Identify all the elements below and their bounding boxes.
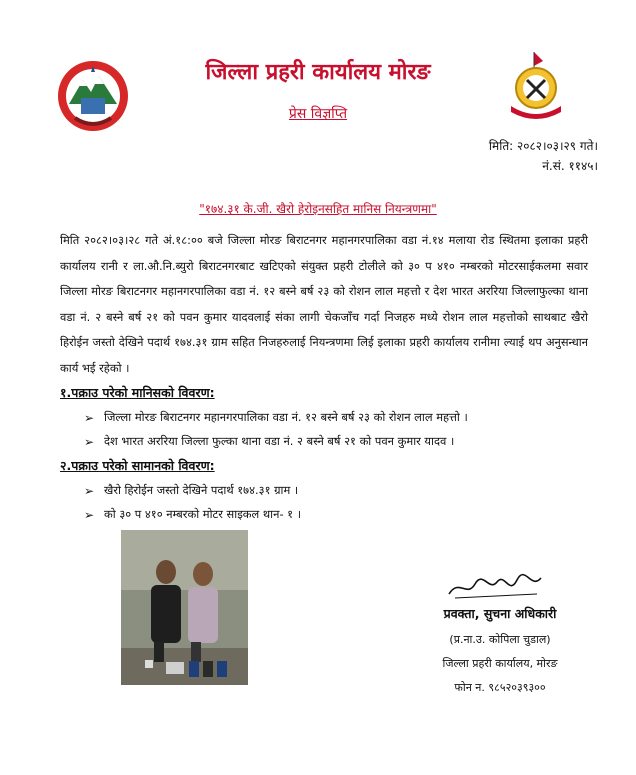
arrowhead-bullet-icon: ➢	[84, 434, 95, 449]
signatory-title: प्रवक्ता, सुचना अधिकारी	[443, 606, 557, 621]
list-item	[84, 410, 468, 425]
list-item	[84, 483, 298, 498]
section-heading-items: २.पक्राउ परेको सामानको विवरण:	[60, 458, 215, 473]
arrowhead-bullet-icon: ➢	[84, 483, 95, 498]
nepal-government-emblem	[55, 58, 131, 134]
signatory-office: जिल्ला प्रहरी कार्यालय, मोरङ	[442, 657, 558, 670]
reference-number: नं.सं. ११४५।	[542, 159, 598, 173]
news-headline: "१७४.३१ के.जी. खैरो हेरोइनसहित मानिस नियन्त्रणमा"	[199, 202, 437, 216]
signatory-name: (प्र.ना.उ. कोपिला चुडाल)	[449, 633, 551, 646]
section-heading-persons: १.पक्राउ परेको मानिसको विवरण:	[60, 385, 215, 400]
arrowhead-bullet-icon: ➢	[84, 410, 95, 425]
arrowhead-bullet-icon: ➢	[84, 507, 95, 522]
list-item-text: को ३० प ४१० नम्बरको मोटर साइकल थान- १ ।	[104, 507, 302, 521]
list-item	[84, 434, 454, 449]
list-item-text: खैरो हिरोईन जस्तो देखिने पदार्थ १७४.३१ ग्राम ।	[104, 483, 299, 497]
arrest-photo	[121, 530, 248, 685]
list-item-text: देश भारत अररिया जिल्ला फुल्का थाना वडा नं. २ बस्ने बर्ष २१ को पवन कुमार यादव ।	[104, 434, 455, 448]
list-item-text: जिल्ला मोरङ बिराटनगर महानगरपालिका वडा नं. १२ बस्ने बर्ष २३ को रोशन लाल महत्तो ।	[104, 410, 468, 424]
press-release-label: प्रेस विज्ञप्ति	[288, 106, 348, 122]
handwritten-signature	[445, 570, 545, 605]
body-paragraph: मिति २०८२।०३।२८ गते अं.१८:०० बजे जिल्ला मोरङ बिराटनगर महानगरपालिका वडा नं.१४ मलाया रोड स्थितमा इलाका प्रहरी कार्यालय रानी र ला.औ.नि.ब्युरो बिराटनगरबाट खटिएको संयुक्त प्रहरी टोलीले को ३० प ४१० नम्बरको मोटरसाईकलमा सवार जिल्ला मोरङ बिराटनगर महानगरपालिका वडा नं. १२ बस्ने बर्ष २३ को रोशन लाल महत्तो र देश भारत अररिया जिल्लाफुल्का थाना वडा नं. २ बस्ने बर्ष २१ को पवन कुमार यादवलाई संका लागी चेकजाँच गर्दा निजहरु मध्ये रोशन लाल महत्तोको साथबाट खैरो हिरोईन जस्तो देखिने पदार्थ १७४.३१ ग्राम सहित निजहरुलाई नियन्त्रणमा लिई इलाका प्रहरी कार्यालय रानीमा ल्याई थप अनुसन्धान कार्य भई रहेको ।	[60, 233, 588, 375]
list-item	[84, 507, 301, 522]
signatory-phone: फोन न. ९८५२०३९३००	[454, 681, 546, 694]
date-line: मिति: २०८२।०३।२९ गते।	[488, 139, 598, 153]
page-title: जिल्ला प्रहरी कार्यालय मोरङ	[205, 60, 431, 85]
nepal-police-logo	[503, 50, 569, 122]
